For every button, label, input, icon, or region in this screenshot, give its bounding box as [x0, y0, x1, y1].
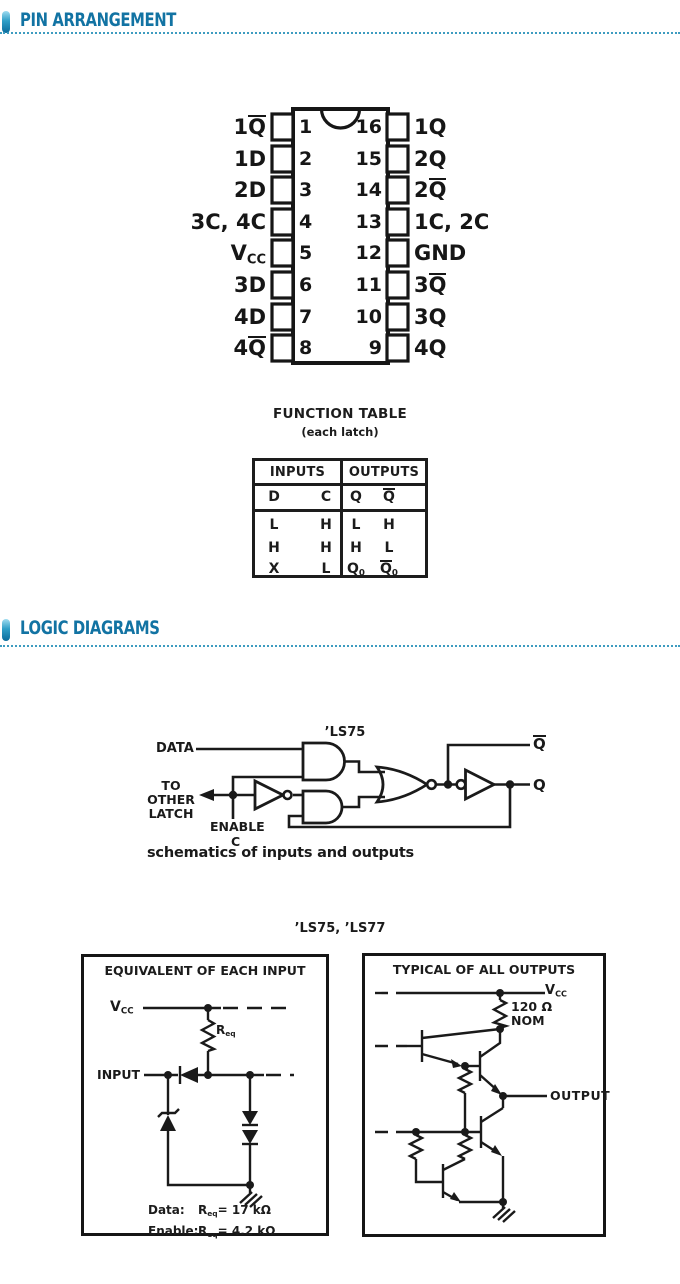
- label-part-t: H: [350, 540, 362, 556]
- and-gate: [303, 743, 345, 780]
- buffer-gate: [466, 770, 495, 799]
- output-label: OUTPUT: [550, 1088, 611, 1103]
- input-zener-diode: [160, 1115, 176, 1131]
- junction-dot: [444, 780, 452, 788]
- q-output-label: Q: [533, 776, 546, 794]
- label-part-ov: Q: [380, 561, 392, 577]
- label-part-sub: CC: [246, 252, 266, 268]
- emitter-arrow: [450, 1192, 461, 1202]
- pin-label: [119, 272, 266, 298]
- label-part-t: V: [230, 241, 247, 265]
- label-part-sub: eq: [207, 1229, 218, 1239]
- pin-number: 16: [355, 116, 382, 138]
- junction-dot: [246, 1071, 254, 1079]
- section-title-pin-arrangement: PIN ARRANGEMENT: [20, 9, 176, 31]
- pin-label: [119, 146, 266, 172]
- pullup-resistor: [494, 1000, 506, 1028]
- junction-dot: [412, 1128, 420, 1136]
- pin-number: 6: [299, 274, 313, 296]
- emitter-arrow: [491, 1145, 502, 1156]
- label-part-t: Q: [347, 561, 359, 577]
- output-box-title: TYPICAL OF ALL OUTPUTS: [392, 962, 576, 977]
- data-input-label: DATA: [156, 741, 194, 756]
- junction-dot: [499, 1198, 507, 1206]
- section-divider: [0, 645, 680, 647]
- junction-dot: [496, 989, 504, 997]
- junction-dot: [246, 1181, 254, 1189]
- column-header-q: [343, 488, 369, 506]
- junction-dot: [506, 780, 514, 788]
- pin-number: 1: [299, 116, 313, 138]
- label-part-t: X: [268, 561, 280, 577]
- pin-label: [119, 114, 266, 140]
- pin-label: [119, 177, 266, 203]
- collector-wire: [443, 1159, 465, 1170]
- label-part-t: 1Q: [414, 115, 447, 139]
- table-cell: [376, 560, 402, 582]
- note-row: [148, 1202, 275, 1223]
- label-part-t: L: [384, 540, 394, 556]
- table-horizontal-rule: [255, 509, 425, 512]
- column-header-qbar: [376, 488, 402, 506]
- table-cell: [261, 516, 287, 534]
- section-bullet-icon: [2, 619, 10, 641]
- equivalent-input-box: [81, 954, 329, 1239]
- label-part-ov: Q: [248, 336, 266, 360]
- column-header-c: [313, 488, 339, 506]
- table-cell: [376, 539, 402, 557]
- note-label: Enable:: [148, 1223, 199, 1238]
- label-part-ov: Q: [248, 115, 266, 139]
- label-part-t: D: [268, 489, 280, 505]
- label-part-t: R: [216, 1023, 226, 1037]
- label-part-t: 2D: [233, 178, 266, 202]
- label-part-t: 3D: [233, 273, 266, 297]
- qbar-wire: [448, 745, 530, 785]
- junction-dot: [164, 1071, 172, 1079]
- pin-number: 8: [299, 337, 313, 359]
- label-part-t: L: [321, 561, 331, 577]
- collector-wire: [422, 1029, 500, 1038]
- label-part-t: 4: [233, 336, 249, 360]
- pin-number: 3: [299, 179, 313, 201]
- label-part-t: 3: [414, 273, 429, 297]
- qbar-output-label: [533, 735, 546, 753]
- pullup-resistor-note: NOM: [511, 1013, 545, 1028]
- pin-number: 9: [368, 337, 382, 359]
- pin-label: [119, 240, 266, 274]
- chip-pins-right: [387, 114, 408, 361]
- resistor: [459, 1135, 471, 1159]
- section-divider: [0, 32, 680, 34]
- pin-number: 4: [299, 211, 313, 233]
- function-table-subtitle: (each latch): [301, 425, 379, 439]
- input-box-title: EQUIVALENT OF EACH INPUT: [104, 963, 306, 978]
- note-value: = 17 kΩ: [217, 1203, 271, 1217]
- table-cell: [313, 516, 339, 534]
- pin-number: 13: [355, 211, 382, 233]
- junction-dot: [461, 1062, 469, 1070]
- enable-c-label: C: [231, 834, 241, 849]
- label-part-t: Q: [350, 489, 362, 505]
- label-part-sub: CC: [555, 989, 567, 999]
- function-table-title: FUNCTION TABLE: [272, 406, 408, 422]
- buffer-bubble: [457, 780, 466, 789]
- function-table: [252, 458, 428, 578]
- label-part-t: V: [545, 983, 556, 998]
- to-other-latch-label: TO: [161, 778, 181, 793]
- pin-number: 14: [355, 179, 382, 201]
- resistor-req: [202, 1020, 214, 1051]
- note-req: [198, 1202, 218, 1223]
- label-part-t: 1C, 2C: [414, 210, 490, 234]
- label-part-t: C: [320, 489, 332, 505]
- label-part-t: 2: [414, 178, 429, 202]
- req-notes: [148, 1202, 275, 1243]
- label-part-t: L: [351, 517, 361, 533]
- label-part-t: 1: [233, 115, 249, 139]
- enable-label: ENABLE: [210, 819, 265, 834]
- ground-symbol: [493, 1207, 515, 1222]
- label-part-t: 4D: [233, 305, 266, 329]
- pin-number: 5: [299, 242, 313, 264]
- label-part-t: 3C, 4C: [190, 210, 266, 234]
- resistor: [459, 1069, 471, 1093]
- junction-dot: [496, 1025, 504, 1033]
- pin-label: [119, 335, 266, 361]
- label-part-t: L: [269, 517, 279, 533]
- label-part-sub: eq: [225, 1029, 236, 1039]
- pin-label: [414, 146, 446, 172]
- junction-dot: [461, 1128, 469, 1136]
- input-clamp-diode: [180, 1067, 198, 1083]
- label-part-sub: 0: [391, 568, 398, 579]
- table-cell: [343, 516, 369, 534]
- label-part-sub: CC: [120, 1006, 134, 1017]
- label-part-sub: 0: [358, 568, 365, 579]
- to-other-latch-label: LATCH: [148, 806, 194, 821]
- label-part-t: GND: [414, 241, 467, 265]
- label-part-t: H: [383, 517, 395, 533]
- pin-label: [414, 304, 446, 330]
- inverter-gate: [255, 781, 283, 809]
- and-gate: [303, 791, 342, 823]
- label-part-t: 4Q: [414, 336, 447, 360]
- table-cell: [376, 516, 402, 534]
- label-part-sub: eq: [207, 1209, 218, 1219]
- diagram-caption: schematics of inputs and outputs: [147, 845, 414, 861]
- label-part-ov: Q: [428, 178, 447, 202]
- pin-label: [119, 209, 266, 235]
- column-group-outputs: OUTPUTS: [348, 465, 420, 480]
- label-part-t: 2Q: [414, 147, 447, 171]
- nor-bubble: [427, 780, 436, 789]
- vcc-label: [110, 999, 134, 1016]
- collector-wire: [480, 1029, 500, 1057]
- section-bullet-icon: [2, 11, 10, 33]
- junction-dot: [499, 1092, 507, 1100]
- pin-label: [414, 177, 446, 203]
- to-other-latch-arrow: [199, 789, 214, 801]
- junction-dot: [204, 1004, 212, 1012]
- resistor: [410, 1135, 422, 1159]
- junction-dot: [229, 791, 237, 799]
- column-header-d: [261, 488, 287, 506]
- pin-number: 7: [299, 306, 313, 328]
- chip-pins-left: [272, 114, 293, 361]
- label-part-t: R: [198, 1223, 208, 1238]
- pin-label: [414, 240, 466, 266]
- table-cell: [343, 539, 369, 557]
- pin-number: 10: [355, 306, 382, 328]
- note-row: [148, 1223, 275, 1244]
- pin-label: [414, 209, 489, 235]
- note-label: Data:: [148, 1203, 185, 1217]
- collector-wire: [481, 1108, 503, 1122]
- input-label: INPUT: [97, 1067, 140, 1082]
- series-diode: [242, 1111, 258, 1125]
- pin-number: 12: [355, 242, 382, 264]
- table-cell: [313, 560, 339, 578]
- label-part-t: 3Q: [414, 305, 447, 329]
- emitter-arrow: [451, 1059, 462, 1068]
- section-title-logic-diagrams: LOGIC DIAGRAMS: [20, 617, 160, 639]
- label-part-ov: Q: [533, 735, 546, 753]
- label-part-t: H: [320, 540, 332, 556]
- note-req: [198, 1223, 218, 1244]
- table-cell: [261, 560, 287, 578]
- pin-label: [119, 304, 266, 330]
- diagram-chip-label: ’LS75: [324, 725, 366, 740]
- series-diode: [242, 1130, 258, 1144]
- junction-dot: [204, 1071, 212, 1079]
- pin-label: [414, 114, 446, 140]
- label-part-t: H: [268, 540, 280, 556]
- pin-label: [414, 272, 446, 298]
- table-cell: [313, 539, 339, 557]
- pin-number: 2: [299, 148, 313, 170]
- label-part-t: R: [198, 1203, 208, 1217]
- req-label: [216, 1023, 236, 1038]
- typical-output-box: [362, 953, 611, 1237]
- pin-number: 11: [355, 274, 382, 296]
- table-cell: [261, 539, 287, 557]
- table-cell: [343, 560, 369, 582]
- label-part-ov: Q: [383, 489, 395, 505]
- to-other-latch-label: OTHER: [147, 792, 195, 807]
- table-horizontal-rule: [255, 483, 425, 486]
- vcc-label: [545, 983, 567, 998]
- wire: [168, 1131, 250, 1185]
- note-value: = 4.2 kΩ: [217, 1223, 276, 1238]
- pin-label: [414, 335, 446, 361]
- label-part-t: 1D: [233, 147, 266, 171]
- label-part-t: H: [320, 517, 332, 533]
- pin-number: 15: [355, 148, 382, 170]
- column-group-inputs: INPUTS: [269, 465, 326, 480]
- label-part-t: V: [110, 999, 121, 1015]
- schematics-group-label: ’LS75, ’LS77: [294, 921, 386, 936]
- inverter-bubble: [284, 791, 292, 799]
- pullup-resistor-value: 120 Ω: [511, 999, 553, 1014]
- label-part-ov: Q: [428, 273, 447, 297]
